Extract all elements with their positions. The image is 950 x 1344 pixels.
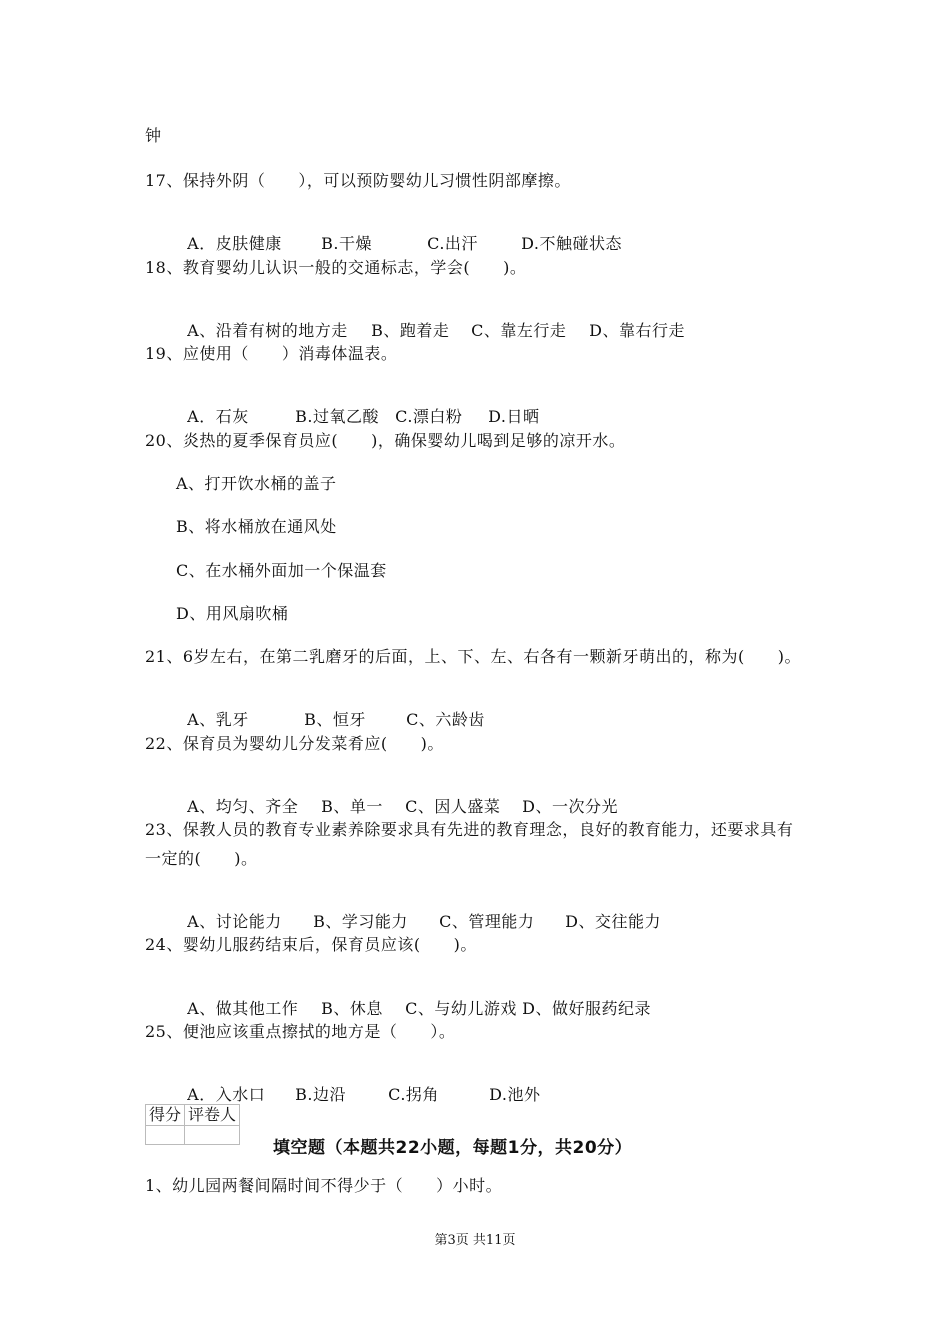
option-b: B.边沿	[295, 1085, 347, 1104]
option-b: B、单一	[321, 797, 383, 816]
option-d: D、靠右行走	[589, 321, 686, 340]
option-a: A．石灰	[187, 407, 249, 426]
text-fragment: 钟	[145, 126, 162, 145]
option-a: A、乳牙	[187, 710, 249, 729]
option-c: C、因人盛菜	[405, 797, 501, 816]
question-24-stem: 24、婴幼儿服药结束后，保育员应该( )。	[145, 935, 477, 954]
question-17-options	[176, 214, 622, 254]
option-d: D、做好服药纪录	[522, 999, 652, 1018]
question-22-options	[176, 777, 618, 817]
option-b: B、休息	[321, 999, 383, 1018]
section-title: 填空题（本题共22小题，每题1分，共20分）	[273, 1138, 633, 1158]
question-20-option-a: A、打开饮水桶的盖子	[176, 474, 337, 493]
question-20-option-d: D、用风扇吹桶	[176, 604, 289, 623]
question-23-stem: 23、保教人员的教育专业素养除要求具有先进的教育理念，良好的教育能力，还要求具有	[145, 820, 794, 839]
fill-question-1: 1、幼儿园两餐间隔时间不得少于（ ）小时。	[145, 1176, 503, 1195]
option-a: A、讨论能力	[187, 912, 282, 931]
question-23-options	[176, 892, 661, 932]
option-d: D、一次分光	[522, 797, 619, 816]
option-c: C、与幼儿游戏	[405, 999, 517, 1018]
option-c: C.拐角	[388, 1085, 439, 1104]
option-d: D.池外	[489, 1085, 541, 1104]
option-b: B、恒牙	[304, 710, 366, 729]
question-20-stem: 20、炎热的夏季保育员应( )，确保婴幼儿喝到足够的凉开水。	[145, 431, 626, 450]
question-21-options	[176, 690, 485, 730]
option-a: A、沿着有树的地方走	[187, 321, 348, 340]
page-footer: 第3页 共11页	[434, 1233, 516, 1248]
question-19-options	[176, 387, 540, 427]
question-20-option-c: C、在水桶外面加一个保温套	[176, 561, 387, 580]
grader-cell	[185, 1126, 240, 1145]
question-18-stem: 18、教育婴幼儿认识一般的交通标志，学会( )。	[145, 258, 527, 277]
score-label: 得分	[146, 1105, 185, 1126]
question-20-option-b: B、将水桶放在通风处	[176, 517, 337, 536]
question-24-options	[176, 979, 651, 1019]
option-c: C.出汗	[427, 234, 478, 253]
question-18-options	[176, 301, 685, 341]
question-25-options	[176, 1065, 541, 1105]
option-a: A．入水口	[187, 1085, 266, 1104]
option-d: D、交往能力	[565, 912, 662, 931]
option-a: A、均匀、齐全	[187, 797, 299, 816]
question-17-stem: 17、保持外阴（ ），可以预防婴幼儿习惯性阴部摩擦。	[145, 171, 571, 190]
question-22-stem: 22、保育员为婴幼儿分发菜肴应( )。	[145, 734, 444, 753]
option-c: C、管理能力	[439, 912, 535, 931]
score-box	[145, 1104, 240, 1145]
option-a: A．皮肤健康	[187, 234, 282, 253]
question-23-stem-continued: 一定的( )。	[145, 849, 258, 868]
option-d: D.日晒	[488, 407, 540, 426]
grader-label: 评卷人	[185, 1105, 240, 1126]
question-25-stem: 25、便池应该重点擦拭的地方是（ ）。	[145, 1022, 456, 1041]
option-b: B、跑着走	[371, 321, 450, 340]
question-19-stem: 19、应使用（ ）消毒体温表。	[145, 344, 398, 363]
option-b: B.过氧乙酸	[295, 407, 380, 426]
question-21-stem: 21、6岁左右，在第二乳磨牙的后面，上、下、左、右各有一颗新牙萌出的，称为( )。	[145, 647, 802, 666]
score-cell	[146, 1126, 185, 1145]
option-c: C、六龄齿	[406, 710, 485, 729]
option-d: D.不触碰状态	[521, 234, 623, 253]
option-b: B.干燥	[321, 234, 373, 253]
option-a: A、做其他工作	[187, 999, 299, 1018]
option-c: C.漂白粉	[395, 407, 463, 426]
option-c: C、靠左行走	[471, 321, 567, 340]
option-b: B、学习能力	[313, 912, 408, 931]
